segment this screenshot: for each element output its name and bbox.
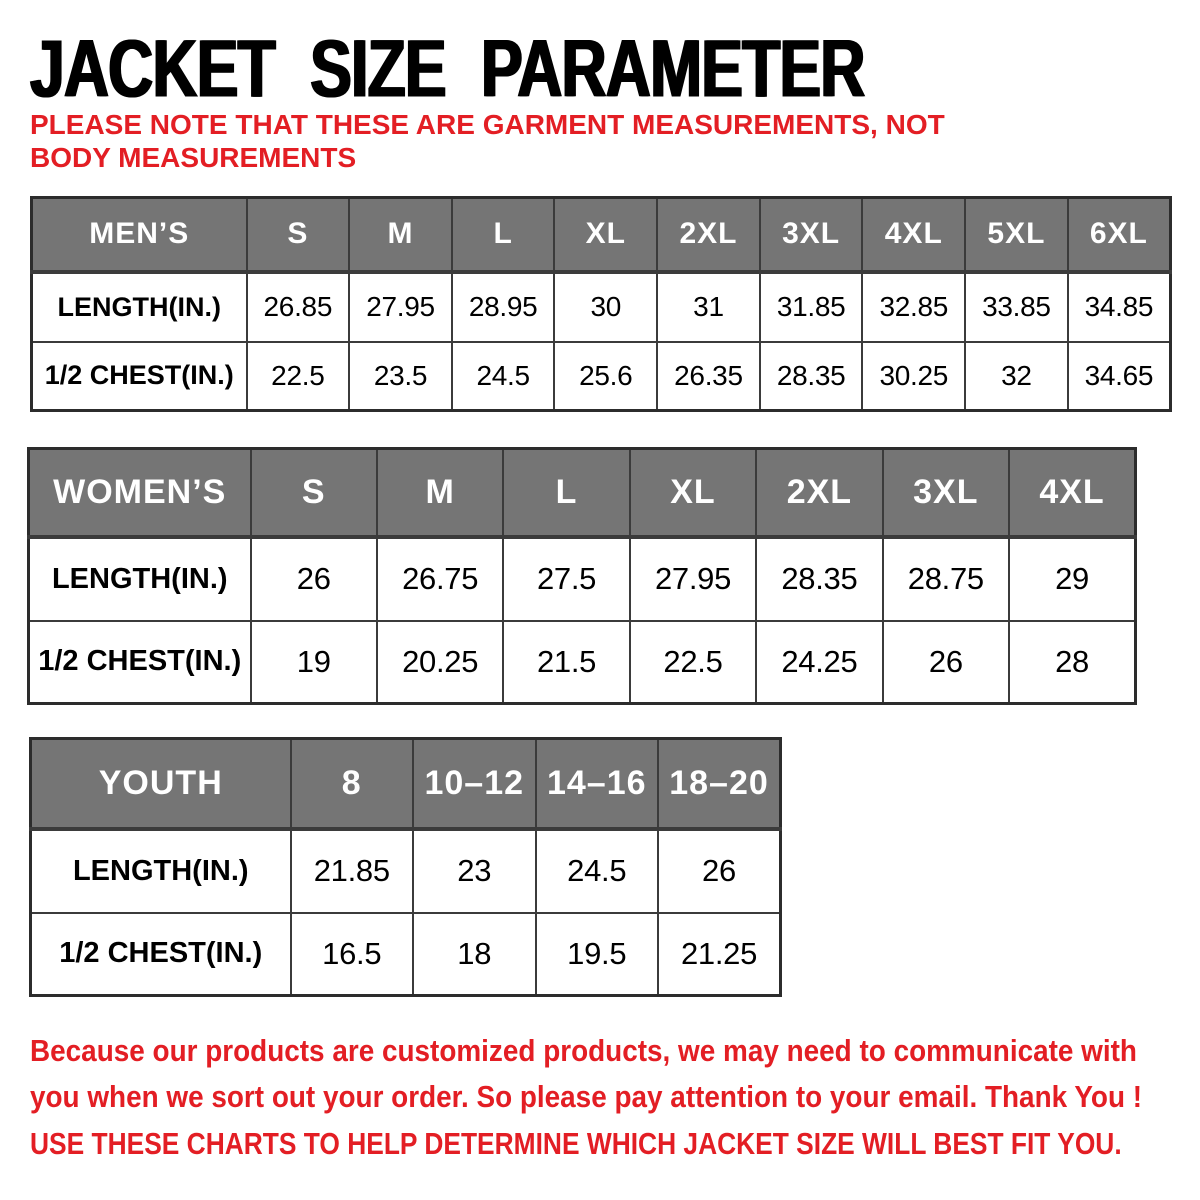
table-row (31, 913, 781, 996)
value-cell: 31.85 (760, 272, 863, 342)
size-header-cell: 2XL (657, 198, 760, 272)
value-cell: 19.5 (536, 913, 659, 996)
value-cell: 22.5 (630, 621, 756, 704)
size-header-cell: 5XL (965, 198, 1068, 272)
value-cell: 21.5 (503, 621, 629, 704)
value-cell: 18 (413, 913, 536, 996)
youth-size-table (29, 737, 782, 997)
table-title-cell: WOMEN’S (29, 449, 251, 537)
row-label-cell: 1/2 CHEST(IN.) (32, 342, 247, 411)
value-cell: 28.75 (883, 537, 1009, 621)
table-row (29, 621, 1136, 704)
value-cell: 26.75 (377, 537, 503, 621)
mens-size-table (30, 196, 1172, 412)
size-header-cell: L (452, 198, 555, 272)
row-label-cell: LENGTH(IN.) (31, 829, 291, 913)
mens-size-table (30, 196, 1172, 412)
table-row (31, 829, 781, 913)
size-header-cell: 3XL (883, 449, 1009, 537)
size-header-cell: S (247, 198, 350, 272)
header-row (31, 739, 781, 829)
value-cell: 24.25 (756, 621, 882, 704)
womens-size-table (27, 447, 1137, 705)
size-header-cell: L (503, 449, 629, 537)
size-header-cell: M (349, 198, 452, 272)
value-cell: 27.95 (349, 272, 452, 342)
size-header-cell: 4XL (1009, 449, 1135, 537)
size-header-cell: 6XL (1068, 198, 1171, 272)
value-cell: 30 (554, 272, 657, 342)
value-cell: 34.65 (1068, 342, 1171, 411)
table-title-cell: YOUTH (31, 739, 291, 829)
value-cell: 26 (883, 621, 1009, 704)
size-header-cell: 2XL (756, 449, 882, 537)
size-header-cell: 18–20 (658, 739, 781, 829)
size-header-cell: XL (554, 198, 657, 272)
value-cell: 28.35 (760, 342, 863, 411)
value-cell: 23.5 (349, 342, 452, 411)
value-cell: 22.5 (247, 342, 350, 411)
value-cell: 21.25 (658, 913, 781, 996)
value-cell: 31 (657, 272, 760, 342)
value-cell: 30.25 (862, 342, 965, 411)
value-cell: 23 (413, 829, 536, 913)
use-charts-note: USE THESE CHARTS TO HELP DETERMINE WHICH JACKET SIZE WILL BEST FIT YOU. (30, 1126, 1122, 1161)
table-row (32, 272, 1171, 342)
value-cell: 26 (251, 537, 377, 621)
size-header-cell: 3XL (760, 198, 863, 272)
value-cell: 33.85 (965, 272, 1068, 342)
value-cell: 28.95 (452, 272, 555, 342)
value-cell: 29 (1009, 537, 1135, 621)
size-header-cell: 4XL (862, 198, 965, 272)
value-cell: 28 (1009, 621, 1135, 704)
size-header-cell: 8 (291, 739, 414, 829)
size-header-cell: S (251, 449, 377, 537)
garment-measurement-note: PLEASE NOTE THAT THESE ARE GARMENT MEASUREMENTS, NOT BODY MEASUREMENTS (30, 109, 945, 174)
youth-size-table (29, 737, 782, 997)
value-cell: 28.35 (756, 537, 882, 621)
womens-size-table (27, 447, 1137, 705)
size-header-cell: 10–12 (413, 739, 536, 829)
customized-products-note: Because our products are customized products, we may need to communicate with you when we sort out your order. So please pay attention to your email. Thank You ! (30, 1033, 1143, 1114)
row-label-cell: 1/2 CHEST(IN.) (29, 621, 251, 704)
value-cell: 27.5 (503, 537, 629, 621)
value-cell: 19 (251, 621, 377, 704)
value-cell: 16.5 (291, 913, 414, 996)
value-cell: 26.85 (247, 272, 350, 342)
table-row (29, 537, 1136, 621)
page-title: JACKET SIZE PARAMETER (30, 23, 865, 114)
row-label-cell: 1/2 CHEST(IN.) (31, 913, 291, 996)
value-cell: 25.6 (554, 342, 657, 411)
row-label-cell: LENGTH(IN.) (32, 272, 247, 342)
value-cell: 24.5 (452, 342, 555, 411)
value-cell: 24.5 (536, 829, 659, 913)
value-cell: 32.85 (862, 272, 965, 342)
value-cell: 20.25 (377, 621, 503, 704)
value-cell: 26 (658, 829, 781, 913)
table-title-cell: MEN’S (32, 198, 247, 272)
value-cell: 27.95 (630, 537, 756, 621)
header-row (32, 198, 1171, 272)
size-header-cell: M (377, 449, 503, 537)
table-row (32, 342, 1171, 411)
header-row (29, 449, 1136, 537)
value-cell: 21.85 (291, 829, 414, 913)
value-cell: 26.35 (657, 342, 760, 411)
value-cell: 32 (965, 342, 1068, 411)
row-label-cell: LENGTH(IN.) (29, 537, 251, 621)
size-header-cell: XL (630, 449, 756, 537)
value-cell: 34.85 (1068, 272, 1171, 342)
size-header-cell: 14–16 (536, 739, 659, 829)
